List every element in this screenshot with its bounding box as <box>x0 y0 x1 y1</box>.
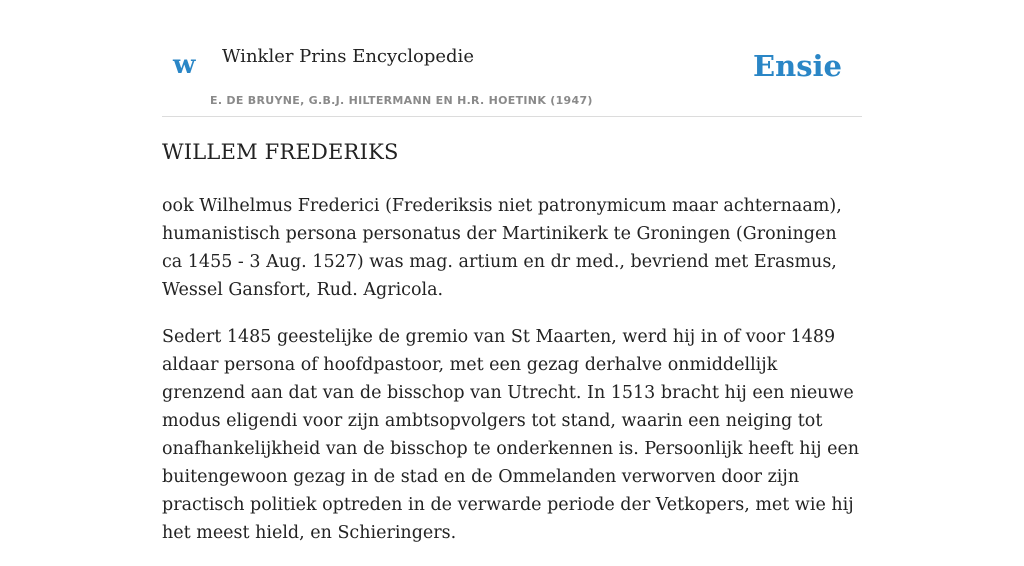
header <box>162 0 862 117</box>
article-paragraph: ook Wilhelmus Frederici (Frederiksis niet patronymicum maar achternaam), humanistisch persona personatus der Martinikerk te Groningen (Groningen ca 1455 - 3 Aug. 1527) was mag. artium en dr med., bevriend met Erasmus, Wessel Gansfort, Rud. Agricola. <box>162 196 842 300</box>
encyclopedia-logo-icon[interactable]: w <box>173 50 196 80</box>
ensie-logo[interactable]: Ensie <box>753 49 842 83</box>
article-body <box>162 192 862 566</box>
book-authors: E. DE BRUYNE, G.B.J. HILTERMANN EN H.R. HOETINK (1947) <box>210 94 593 107</box>
article-paragraph: Sedert 1485 geestelijke de gremio van St Maarten, werd hij in of voor 1489 aldaar persona of hoofdpastoor, met een gezag derhalve onmiddellijk grenzend aan dat van de bisschop van Utrecht. In 1513 bracht hij een nieuwe modus eligendi voor zijn ambtsopvolgers tot stand, waarin een neiging tot onafhankelijkheid van de bisschop te onderkennen is. Persoonlijk heeft hij een buitengewoon gezag in de stad en de Ommelanden verworven door zijn practisch politiek optreden in de verwarde periode der Vetkopers, met wie hij het meest hield, en Schieringers. <box>162 327 860 543</box>
article-title: WILLEM FREDERIKS <box>162 140 399 164</box>
book-title[interactable]: Winkler Prins Encyclopedie <box>222 46 474 67</box>
